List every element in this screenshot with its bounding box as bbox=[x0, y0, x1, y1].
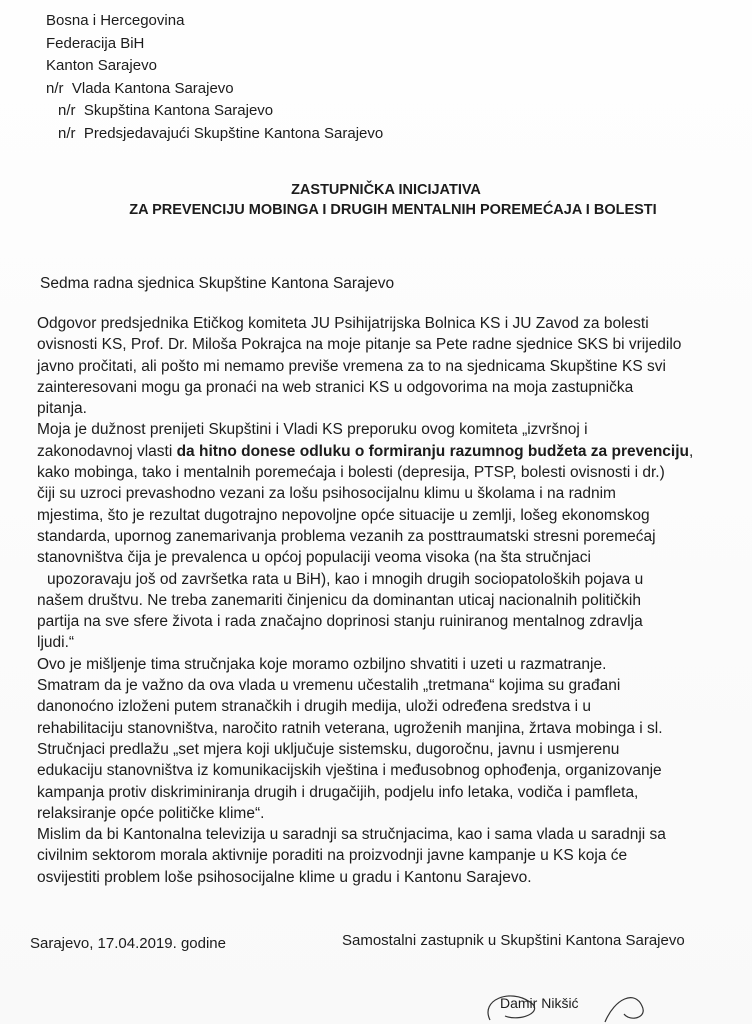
recipient-prefix: n/r bbox=[58, 102, 76, 119]
address-canton: Kanton Sarajevo bbox=[46, 57, 157, 74]
body-line: partija na sve sfere života i rada značajno doprinosi stanju ruiniranog mentalnog zdravlja bbox=[37, 613, 643, 631]
title-line-1: ZASTUPNIČKA INICIJATIVA bbox=[291, 182, 481, 198]
body-line bbox=[37, 441, 717, 462]
body-line: edukaciju stanovništva iz komunikacijskih vještina i međusobnog ophođenja, organizovanje bbox=[37, 762, 662, 780]
recipient-prefix: n/r bbox=[58, 124, 76, 142]
body-emphasis: da hitno donese odluku o formiranju razumnog budžeta za prevenciju bbox=[176, 442, 690, 460]
body-line: čiji su uzroci prevashodno vezani za lošu psihosocijalnu klimu u školama i na radnim bbox=[37, 485, 616, 503]
signer-name: Damir Nikšić bbox=[500, 995, 579, 1011]
address-block bbox=[46, 10, 383, 145]
body-line: upozoravaju još od završetka rata u BiH), kao i mnogih drugih sociopatoloških pojava u bbox=[47, 570, 644, 588]
body-line: javno pročitati, ali pošto mi nemamo previše vremena za to na sjednicama Skupštine KS svi bbox=[37, 357, 666, 375]
title-line-2: ZA PREVENCIJU MOBINGA I DRUGIH MENTALNIH POREMEĆAJA I BOLESTI bbox=[129, 202, 657, 218]
body-line: Ovo je mišljenje tima stručnjaka koje moramo ozbiljno shvatiti i uzeti u razmatranje. bbox=[37, 655, 607, 673]
place-date: Sarajevo, 17.04.2019. godine bbox=[30, 935, 226, 952]
body-line: zainteresovani mogu ga pronaći na web stranici KS u odgovorima na moja zastupnička bbox=[37, 378, 634, 396]
body-line: Stručnjaci predlažu „set mjera koji uključuje sistemsku, dugoročnu, javnu i usmjerenu bbox=[37, 740, 620, 758]
document-body bbox=[37, 313, 717, 888]
recipient-line bbox=[46, 100, 383, 123]
body-line: kako mobinga, tako i mentalnih poremećaja i bolesti (depresija, PTSP, bolesti ovisnosti i dr.) bbox=[37, 464, 665, 482]
recipient-line bbox=[46, 78, 383, 101]
body-line: civilnim sektorom morala aktivnije poraditi na proizvodnji javne kampanje u KS koja će bbox=[37, 847, 628, 865]
body-line: ljudi.“ bbox=[37, 634, 75, 652]
body-line: Mislim da bi Kantonalna televizija u saradnji sa stručnjacima, kao i sama vlada u saradnji sa bbox=[37, 826, 666, 844]
recipient-name: Predsjedavajući Skupštine Kantona Sarajevo bbox=[83, 124, 384, 142]
body-line: danonoćno izloženi putem stranačkih i drugih medija, uloži određena sredstva i u bbox=[37, 698, 592, 716]
address-federation: Federacija BiH bbox=[46, 34, 145, 52]
recipient-name: Vlada Kantona Sarajevo bbox=[71, 79, 234, 97]
body-line: relaksiranje opće političke klime“. bbox=[37, 804, 265, 822]
body-line: pitanja. bbox=[37, 400, 87, 418]
body-text: , bbox=[689, 442, 694, 460]
body-line: Smatram da je važno da ova vlada u vremenu učestalih „tretmana“ kojima su građani bbox=[37, 677, 621, 695]
body-line: Odgovor predsjednika Etičkog komiteta JU Psihijatrijska Bolnica KS i JU Zavod za bolesti bbox=[37, 315, 649, 332]
body-line: našem društvu. Ne treba zanemariti činjenicu da dominantan uticaj nacionalnih političkih bbox=[37, 591, 641, 609]
body-line: stanovništva čija je prevalenca u općoj populaciji veoma visoka (na šta stručnjaci bbox=[37, 549, 591, 567]
body-line: standarda, upornog zanemarivanja problema vezanih za posttraumatski stresni poremećaj bbox=[37, 527, 656, 545]
recipient-line bbox=[46, 123, 383, 146]
recipient-prefix: n/r bbox=[46, 79, 64, 97]
address-country: Bosna i Hercegovina bbox=[46, 12, 185, 29]
body-line: osvijestiti problem loše psihosocijalne klime u gradu i Kantonu Sarajevo. bbox=[37, 868, 532, 886]
body-line: rehabilitaciju stanovništva, naročito ratnih veterana, ugroženih manjina, žrtava mobinga i sl. bbox=[37, 719, 663, 737]
body-line: kampanja protiv diskriminiranja drugih i drugačijih, podjelu info letaka, vodiča i pamfleta, bbox=[37, 783, 639, 801]
signatory-role: Samostalni zastupnik u Skupštini Kantona Sarajevo bbox=[342, 932, 685, 949]
body-line: mjestima, što je rezultat dugotrajno nepovoljne opće situacije u zemlji, lošeg ekonomskog bbox=[37, 506, 650, 524]
body-text: zakonodavnoj vlasti bbox=[37, 442, 177, 460]
document-title bbox=[0, 180, 752, 220]
session-line: Sedma radna sjednica Skupštine Kantona Sarajevo bbox=[40, 275, 395, 292]
body-line: ovisnosti KS, Prof. Dr. Miloša Pokrajca na moje pitanje sa Pete radne sjednice SKS bi vrijedilo bbox=[37, 336, 682, 354]
recipient-name: Skupština Kantona Sarajevo bbox=[83, 102, 274, 119]
body-line: Moja je dužnost prenijeti Skupštini i Vladi KS preporuku ovog komiteta „izvršnoj i bbox=[37, 421, 588, 439]
